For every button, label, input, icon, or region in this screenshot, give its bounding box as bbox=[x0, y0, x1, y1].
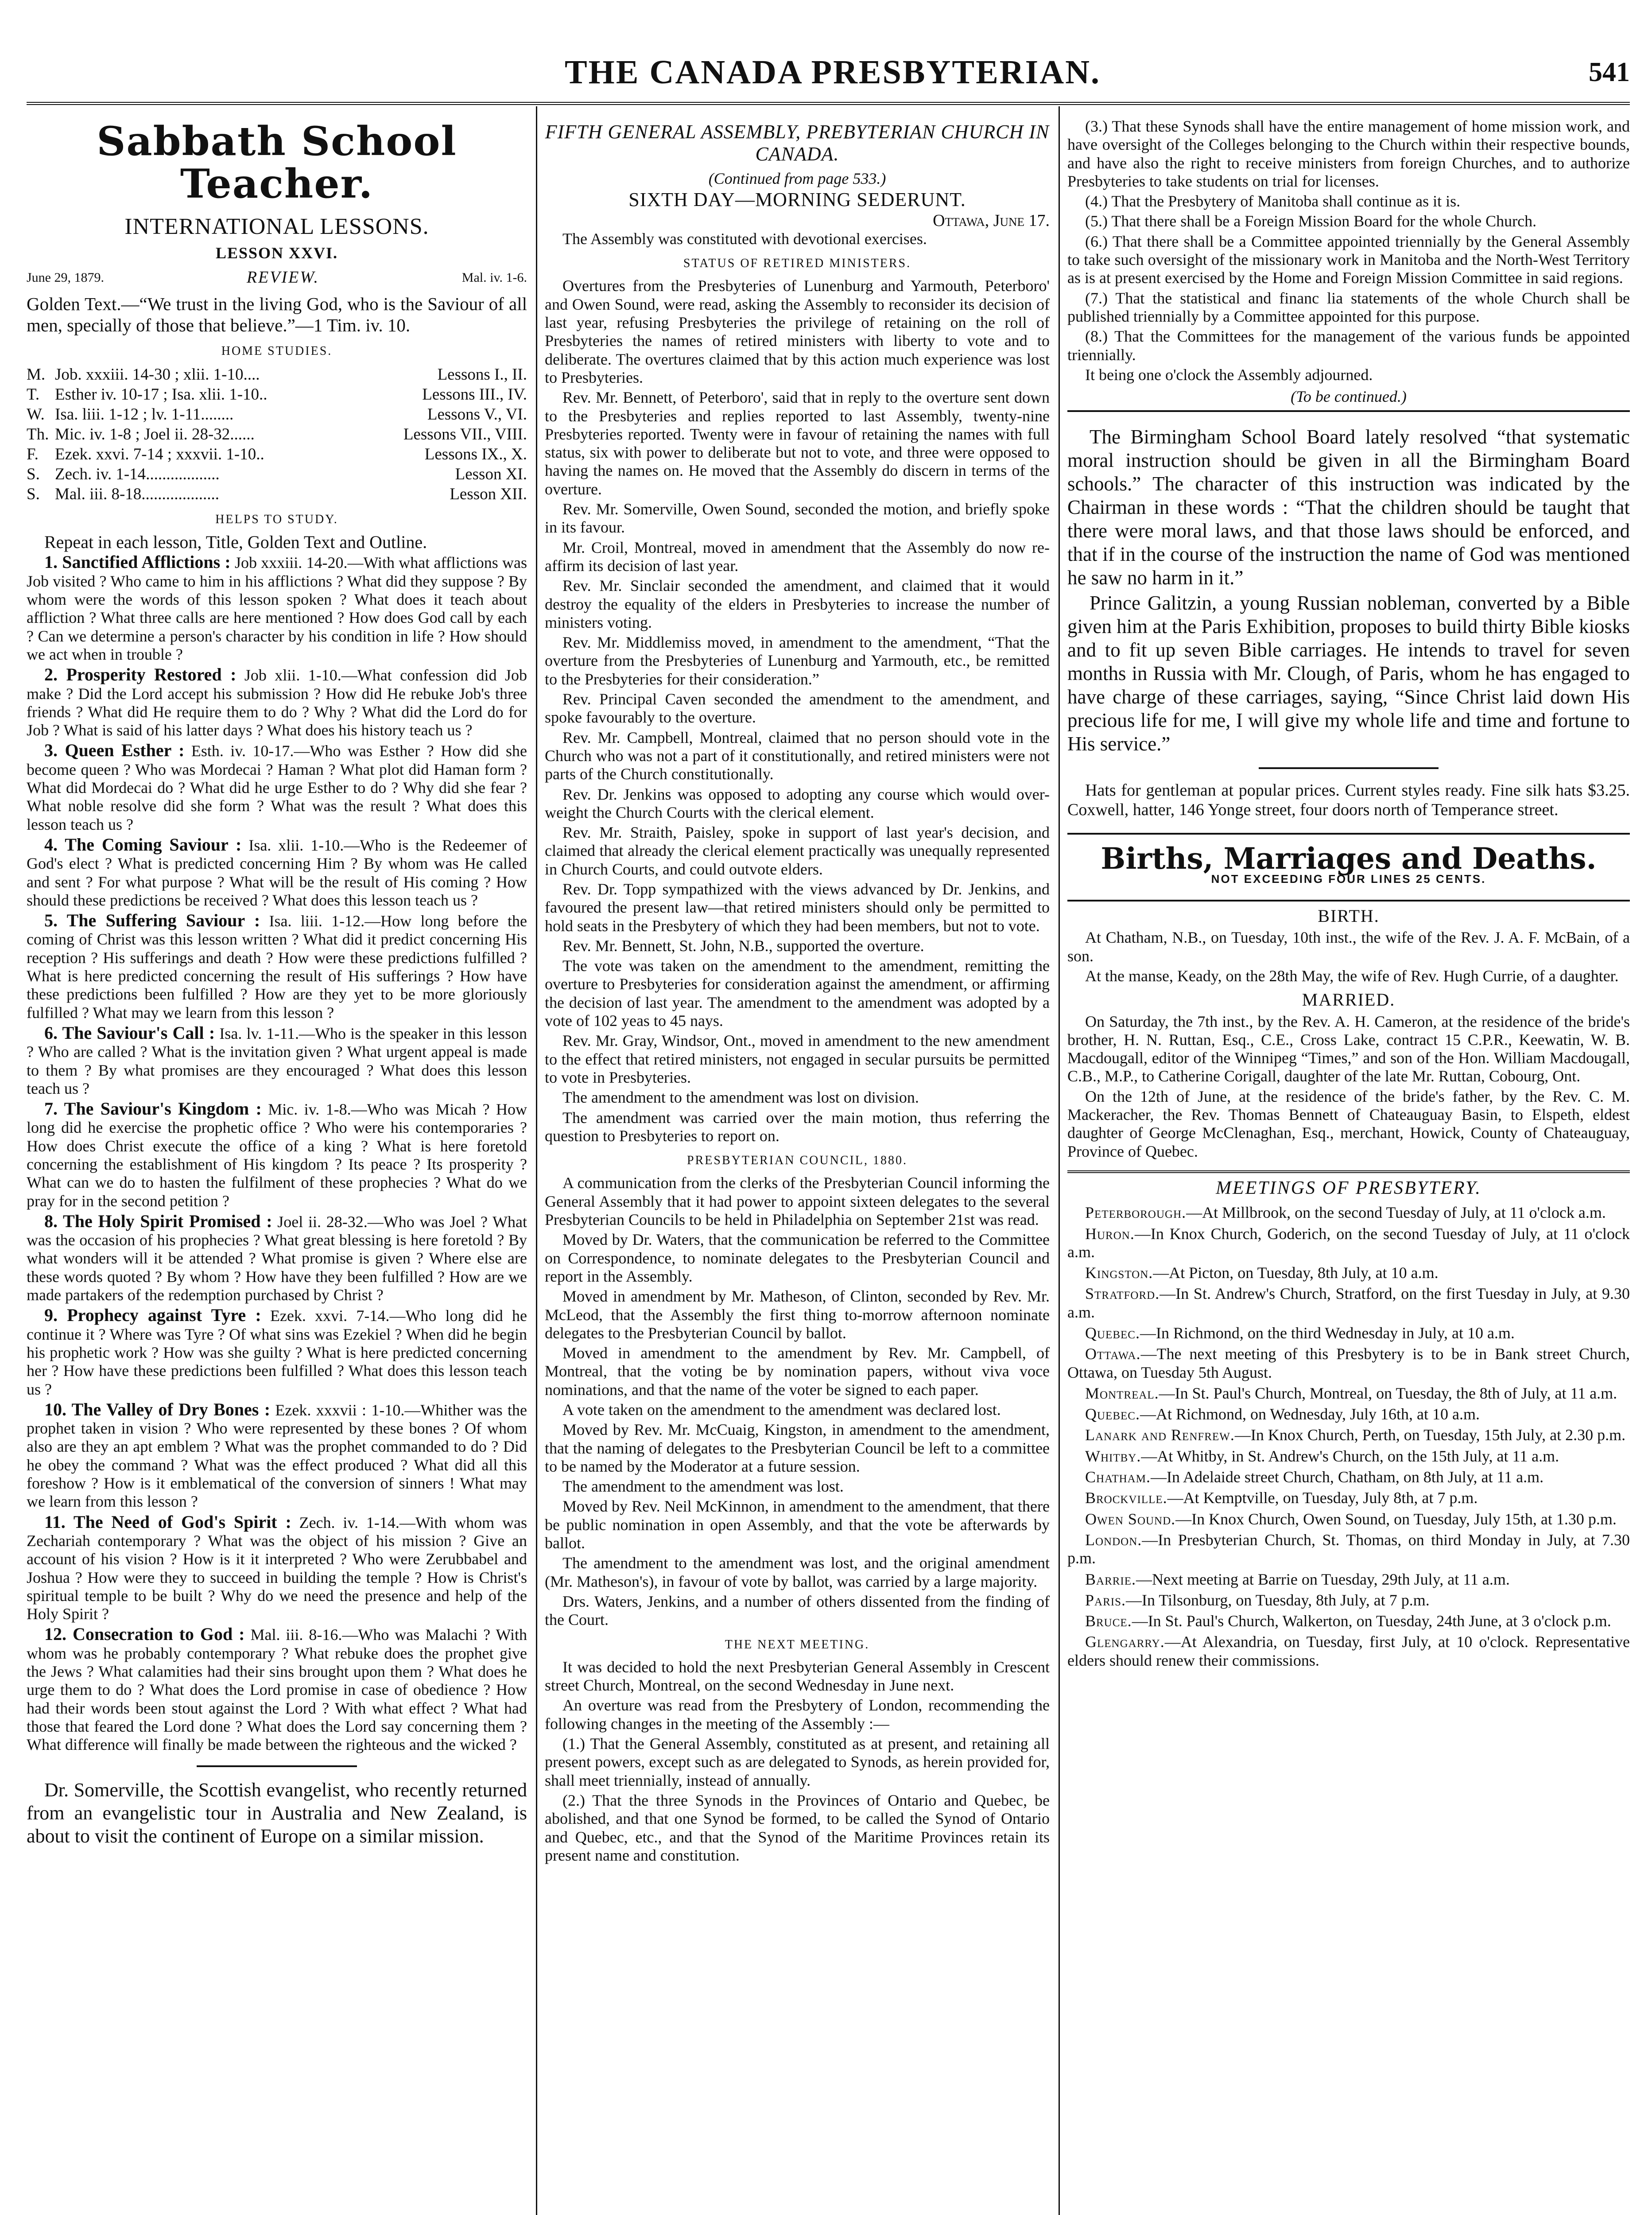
birth-notices bbox=[1067, 929, 1630, 985]
assembly-paragraph: Mr. Croil, Montreal, moved in amendment that the Assembly do now re-affirm its decision of last year. bbox=[545, 538, 1050, 575]
lesson-body: Mal. iii. 8-16.—Who was Malachi ? With whom was he probably contemporary ? What rebuke does the prophet give the Jews ? What calamities had their sins brought upon them ? What does he urge them to do ? What does the Lord promise in case of obedience ? How had their words been stout against the Lord ? With what effect ? What had those that feared the Lord done ? What does the Lord say concerning them ? What difference will finally be made between the righteous and the wicked ? bbox=[27, 1626, 527, 1754]
assembly-paragraph: Overtures from the Presbyteries of Lunenburg and Yarmouth, Peterboro' and Owen Sound, were read, asking the Assembly to reconsider its decision of last year, refusing Presbyteries the privilege of retaining on the roll of Presbyteries the names of retired ministers with liberty to vote and to deliberate. The overtures claimed that by this action much experience was lost to Presbyteries. bbox=[545, 277, 1050, 386]
assembly-paragraph: Rev. Mr. Gray, Windsor, Ont., moved in amendment to the new amendment to the effect that retired ministers, not engaged in secular pursuits be permitted to vote in Presbyteries. bbox=[545, 1032, 1050, 1086]
meeting-notice bbox=[1067, 1570, 1630, 1589]
birth-heading: BIRTH. bbox=[1318, 906, 1380, 926]
lesson-question-paragraph bbox=[27, 1024, 527, 1098]
presbytery-name: London. bbox=[1085, 1531, 1142, 1549]
lesson-heading: 10. The Valley of Dry Bones : bbox=[44, 1399, 271, 1419]
lesson-body: Ezek. xxvi. 7-14.—Who long did he continue it ? Where was Tyre ? Of what sins was Ezekiel ? When did he begin his prophetic work ? How was she guilty ? What is here predicted concerning her ? How have these predictions been fulfilled ? What does this lesson teach us ? bbox=[27, 1307, 527, 1398]
page-number: 541 bbox=[1589, 57, 1630, 87]
council-paragraph: Moved in amendment to the amendment by Rev. Mr. Campbell, of Montreal, that the voting be by nomination papers, without viva voce nominations, and that the name of the voter be signed to each paper. bbox=[545, 1344, 1050, 1399]
assembly-paragraph: The amendment was carried over the main motion, thus referring the question to Presbyteries to report on. bbox=[545, 1108, 1050, 1145]
council-paragraph: Moved by Rev. Neil McKinnon, in amendment to the amendment, that there be public nomination in open Assembly, and that the vote be afterwards by ballot. bbox=[545, 1497, 1050, 1552]
meeting-details: —At Kemptville, on Tuesday, July 8th, at 7 p.m. bbox=[1167, 1489, 1478, 1507]
opening-paragraph: The Assembly was constituted with devotional exercises. bbox=[562, 229, 927, 248]
home-study-refs: Job. xxxiii. 14-30 ; xlii. 1-10.... bbox=[55, 365, 260, 384]
meeting-details: —In Knox Church, Owen Sound, on Tuesday, July 15th, at 1.30 p.m. bbox=[1175, 1510, 1617, 1528]
page-header bbox=[35, 53, 1630, 102]
birmingham-paragraph: The Birmingham School Board lately resolved “that systematic moral instruction should be given in all the Birmingham Board schools.” The character of this instruction was indicated by the Chairman in these words : “That the children should be taught that there were moral laws, and that those laws should be enforced, and that if in the course of the instruction the name of God was mentioned he saw no harm in it.” bbox=[1067, 426, 1630, 589]
council-paragraph: Moved by Rev. Mr. McCuaig, Kingston, in amendment to the amendment, that the naming of delegates to the Presbyterian Council be left to a committee to be named by the Moderator at a future session. bbox=[545, 1421, 1050, 1475]
council-paragraph: A communication from the clerks of the Presbyterian Council informing the General Assembly that it had power to appoint sixteen delegates to the several Presbyterian Councils to be held in Philadelphia on September 21st was read. bbox=[545, 1174, 1050, 1229]
assembly-paragraph: Rev. Mr. Sinclair seconded the amendment, and claimed that it would destroy the equality of the elders in Presbyteries to increase the number of ministers voting. bbox=[545, 577, 1050, 631]
lesson-reference: Mal. iv. 1-6. bbox=[461, 270, 527, 285]
presbytery-name: Lanark and Renfrew. bbox=[1085, 1426, 1235, 1444]
lesson-question-paragraph bbox=[27, 911, 527, 1022]
presbytery-name: Paris. bbox=[1085, 1591, 1126, 1609]
home-study-lessons: Lessons IX., X. bbox=[424, 445, 527, 463]
home-study-day: S. bbox=[27, 485, 40, 503]
marriage-notices bbox=[1067, 1013, 1630, 1161]
dateline: Ottawa, June 17. bbox=[933, 211, 1050, 230]
assembly-paragraph: Rev. Dr. Jenkins was opposed to adopting any course which would over-weight the Church Courts with the clerical element. bbox=[545, 785, 1050, 821]
presbytery-name: Barrie. bbox=[1085, 1570, 1136, 1588]
presbytery-name: Quebec. bbox=[1085, 1405, 1140, 1423]
meeting-notice bbox=[1067, 1345, 1630, 1382]
next-meeting-heading: THE NEXT MEETING. bbox=[725, 1637, 870, 1652]
sederunt-heading: SIXTH DAY—MORNING SEDERUNT. bbox=[628, 189, 966, 211]
lesson-question-paragraph bbox=[27, 553, 527, 664]
lesson-question-paragraph bbox=[27, 1513, 527, 1624]
council-paragraph: Drs. Waters, Jenkins, and a number of others dissented from the finding of the Court. bbox=[545, 1592, 1050, 1629]
meeting-notice bbox=[1067, 1591, 1630, 1609]
home-study-lessons: Lessons I., II. bbox=[437, 365, 527, 384]
lesson-body: Zech. iv. 1-14.—With whom was Zechariah contemporary ? What was the object of his mission ? Give an account of his vision ? How is it it interpreted ? Who were Zerubbabel and Joshua ? How were they to succeed in building the temple ? How is Christ's spiritual temple to be built ? Why do we need the presence and help of the Holy Spirit ? bbox=[27, 1513, 527, 1623]
married-heading: MARRIED. bbox=[1302, 990, 1396, 1010]
presbytery-name: Brockville. bbox=[1085, 1489, 1167, 1507]
next-meeting-paragraph: It was decided to hold the next Presbyterian General Assembly in Crescent street Church, Montreal, on the second Wednesday in June next. bbox=[545, 1658, 1050, 1694]
somerville-note: Dr. Somerville, the Scottish evangelist, who recently returned from an evangelistic tour in Australia and New Zealand, is about to visit the continent of Europe on a similar mission. bbox=[27, 1779, 527, 1847]
lesson-question-paragraph bbox=[27, 741, 527, 833]
meeting-notice bbox=[1067, 1384, 1630, 1403]
lesson-heading: 7. The Saviour's Kingdom : bbox=[44, 1099, 262, 1119]
assembly-paragraph: Rev. Mr. Somerville, Owen Sound, seconded the motion, and briefly spoke in its favour. bbox=[545, 500, 1050, 536]
column-misc bbox=[1067, 117, 1630, 2215]
meeting-details: —At Picton, on Tuesday, 8th July, at 10 a.m. bbox=[1153, 1264, 1439, 1282]
lesson-body: Mic. iv. 1-8.—Who was Micah ? How long did he exercise the prophetic office ? Who were his contemporaries ? How does Christ execute the office of a king ? What is here foretold concerning the establishment of His kingdom ? Its peace ? Its prosperity ? What can we do to hasten the fulfilment of these prophecies ? What do we pray for in the second petition ? bbox=[27, 1100, 527, 1210]
lesson-heading: 9. Prophecy against Tyre : bbox=[44, 1305, 261, 1325]
golden-text: Golden Text.—“We trust in the living God, who is the Saviour of all men, specially of those that believe.”—1 Tim. iv. 10. bbox=[27, 293, 527, 335]
overture-paragraph: (4.) That the Presbytery of Manitoba shall continue as it is. bbox=[1085, 192, 1461, 210]
home-study-lessons: Lesson XII. bbox=[450, 485, 527, 503]
meeting-notice bbox=[1067, 1510, 1630, 1528]
overture-continued bbox=[1067, 117, 1630, 384]
presbytery-name: Chatham. bbox=[1085, 1468, 1151, 1486]
home-studies-list bbox=[27, 365, 527, 504]
assembly-paragraph: The vote was taken on the amendment to the amendment, remitting the overture to Presbyteries for consideration against the amendment, or affirming the decision of last year. The amendment to the amendment was adopted by a vote of 102 yeas to 45 nays. bbox=[545, 957, 1050, 1030]
lesson-heading: 2. Prosperity Restored : bbox=[44, 664, 237, 685]
assembly-paragraph: Rev. Dr. Topp sympathized with the views advanced by Dr. Jenkins, and favoured the present law—that retired ministers should only be permitted to hold seats in the Presbytery of which they had been members, but not to vote. bbox=[545, 880, 1050, 935]
meeting-details: —In Tilsonburg, on Tuesday, 8th July, at 7 p.m. bbox=[1125, 1591, 1430, 1609]
meeting-notice bbox=[1067, 1531, 1630, 1568]
meetings-heading: MEETINGS OF PRESBYTERY. bbox=[1216, 1177, 1481, 1198]
home-study-refs: Mic. iv. 1-8 ; Joel ii. 28-32...... bbox=[55, 425, 255, 443]
presbytery-name: Huron. bbox=[1085, 1224, 1135, 1243]
meeting-notice bbox=[1067, 1447, 1630, 1465]
home-study-row bbox=[27, 365, 527, 385]
hats-advertisement: Hats for gentleman at popular prices. Current styles ready. Fine silk hats $3.25. Coxwell, hatter, 146 Yonge street, four doors north of Temperance street. bbox=[1067, 781, 1630, 820]
assembly-paragraph: Rev. Mr. Bennett, St. John, N.B., supported the overture. bbox=[562, 937, 924, 955]
lesson-question-paragraph bbox=[27, 1212, 527, 1304]
presbytery-name: Kingston. bbox=[1085, 1264, 1153, 1282]
divider bbox=[1067, 1170, 1630, 1173]
home-study-day: T. bbox=[27, 385, 40, 404]
presbytery-name: Montreal. bbox=[1085, 1384, 1159, 1402]
lesson-question-paragraph bbox=[27, 1625, 527, 1754]
lesson-heading: 6. The Saviour's Call : bbox=[44, 1022, 215, 1043]
section-title: Sabbath School Teacher. bbox=[97, 118, 457, 207]
meeting-details: —At Whitby, in St. Andrew's Church, on the 15th July, at 11 a.m. bbox=[1141, 1447, 1559, 1465]
presbytery-name: Owen Sound. bbox=[1085, 1510, 1176, 1528]
meeting-details: —In St. Paul's Church, Walkerton, on Tuesday, 24th June, at 3 o'clock p.m. bbox=[1132, 1612, 1611, 1630]
home-study-lessons: Lessons III., IV. bbox=[422, 385, 527, 404]
overture-paragraph: (6.) That there shall be a Committee appointed triennially by the General Assembly to take such oversight of the missionary work in Manitoba and the North-West Territory as is at present exercised by the Home and Foreign Mission Committee in said regions. bbox=[1067, 232, 1630, 287]
bmd-box bbox=[1067, 833, 1630, 902]
lesson-heading: 8. The Holy Spirit Promised : bbox=[44, 1211, 272, 1231]
lesson-body: Job xlii. 1-10.—What confession did Job make ? Did the Lord accept his submission ? How did He rebuke Job's three friends ? What did He require them to do ? Why ? What did the Lord do for Job ? What is said of his latter days ? What does his history teach us ? bbox=[27, 666, 527, 739]
meeting-details: —In Richmond, on the third Wednesday in July, at 10 a.m. bbox=[1140, 1324, 1515, 1342]
lesson-body: Ezek. xxxvii : 1-10.—Whither was the prophet taken in vision ? Who were represented by these bones ? Of whom also are they an apt emblem ? What was the prophet commanded to do ? Did he obey the command ? What was the effect produced ? What did all this foreshow ? How is it emblematical of the conversion of sinners ! What may we learn from this lesson ? bbox=[27, 1401, 527, 1511]
lesson-body: Job xxxiii. 14-20.—With what afflictions was Job visited ? Who came to him in his afflictions ? What did they suppose ? By whom were the words of this lesson spoken ? What does it teach about affliction ? What three calls are here mentioned ? How does God call by each ? Can we determine a person's character by his condition in life ? How should we act when in trouble ? bbox=[27, 554, 527, 663]
home-study-refs: Esther iv. 10-17 ; Isa. xlii. 1-10.. bbox=[55, 385, 268, 404]
galitzin-paragraph: Prince Galitzin, a young Russian nobleman, converted by a Bible given him at the Paris Exhibition, proposes to build thirty Bible kiosks and to fit up seven Bible carriages. He intends to travel for seven months in Russia with Mr. Clough, of Paris, whom he has engaged to have charge of these carriages, saying, “Since Christ laid down His precious life for me, I will give my whole life and time and fortune to His service.” bbox=[1067, 592, 1630, 755]
meetings-list bbox=[1067, 1204, 1630, 1670]
repeat-instruction: Repeat in each lesson, Title, Golden Text and Outline. bbox=[44, 532, 427, 552]
lesson-date: June 29, 1879. bbox=[27, 270, 104, 285]
next-meeting-paragraph: (1.) That the General Assembly, constituted as at present, and retaining all present powers, except such as are delegated to Synods, as herein provided for, shall meet triennially, instead of annually. bbox=[545, 1735, 1050, 1789]
assembly-paragraph: Rev. Mr. Straith, Paisley, spoke in support of last year's decision, and claimed that already the clerical element practically was unequally represented in Church Courts, and could outvote elders. bbox=[545, 824, 1050, 878]
meeting-notice bbox=[1067, 1468, 1630, 1486]
council-paragraph: Moved by Dr. Waters, that the communication be referred to the Committee on Correspondence, to nominate delegates to the Presbyterian Council and report in the Assembly. bbox=[545, 1231, 1050, 1285]
home-study-day: M. bbox=[27, 365, 46, 384]
assembly-paragraph: Rev. Mr. Campbell, Montreal, claimed that no person should vote in the Church who was not a part of it constitutionally, and retired ministers were not parts of the Church constitutionally. bbox=[545, 728, 1050, 783]
council-heading: PRESBYTERIAN COUNCIL, 1880. bbox=[687, 1154, 907, 1168]
meeting-notice bbox=[1067, 1612, 1630, 1630]
overture-paragraph: (8.) That the Committees for the management of the various funds be appointed triennially. bbox=[1067, 327, 1630, 364]
next-meeting-body bbox=[545, 1658, 1050, 1865]
assembly-paragraph: The amendment to the amendment was lost on division. bbox=[562, 1088, 919, 1107]
newspaper-title: THE CANADA PRESBYTERIAN. bbox=[564, 54, 1101, 91]
continued-note: (Continued from page 533.) bbox=[708, 170, 886, 187]
meeting-details: —In St. Paul's Church, Montreal, on Tuesday, the 8th of July, at 11 a.m. bbox=[1159, 1384, 1617, 1402]
retired-ministers-heading: STATUS OF RETIRED MINISTERS. bbox=[683, 256, 911, 271]
divider bbox=[1259, 767, 1439, 769]
home-study-refs: Isa. liii. 1-12 ; lv. 1-11........ bbox=[55, 405, 234, 424]
home-study-day: W. bbox=[27, 405, 45, 424]
meeting-details: —At Millbrook, on the second Tuesday of July, at 11 o'clock a.m. bbox=[1186, 1204, 1606, 1222]
assembly-paragraph: Rev. Principal Caven seconded the amendment to the amendment, and spoke favourably to the overture. bbox=[545, 690, 1050, 727]
lesson-heading: 5. The Suffering Saviour : bbox=[44, 910, 260, 931]
lesson-question-paragraph bbox=[27, 1306, 527, 1398]
home-study-day: Th. bbox=[27, 425, 49, 443]
lesson-heading: 11. The Need of God's Spirit : bbox=[44, 1512, 291, 1532]
meeting-details: —In St. Andrew's Church, Stratford, on the first Tuesday in July, at 9.30 a.m. bbox=[1067, 1285, 1630, 1321]
meeting-notice bbox=[1067, 1489, 1630, 1507]
home-study-row bbox=[27, 484, 527, 504]
birth-notice: At Chatham, N.B., on Tuesday, 10th inst., the wife of the Rev. J. A. F. McBain, of a son. bbox=[1067, 929, 1630, 965]
lesson-meta bbox=[27, 268, 527, 287]
marriage-notice: On Saturday, the 7th inst., by the Rev. A. H. Cameron, at the residence of the bride's brother, H. N. Ruttan, Esq., C.E., Cross Lake, contract 15 C.P.R., Keewatin, W. B. Macdougall, editor of the Winnipeg “Times,” and son of the Hon. William Macdougall, C.B., M.P., to Catherine Corigall, daughter of the late Mr. Ruttan, Cobourg, Ont. bbox=[1067, 1012, 1630, 1085]
meeting-notice bbox=[1067, 1285, 1630, 1321]
lesson-number: LESSON XXVI. bbox=[215, 244, 338, 262]
home-study-row bbox=[27, 385, 527, 404]
lesson-question-paragraph bbox=[27, 1100, 527, 1210]
meeting-details: —In Knox Church, Goderich, on the second Tuesday of July, at 11 o'clock a.m. bbox=[1067, 1224, 1630, 1261]
council-paragraph: A vote taken on the amendment to the amendment was declared lost. bbox=[562, 1401, 1001, 1418]
next-meeting-paragraph: An overture was read from the Presbytery of London, recommending the following changes in the meeting of the Assembly :— bbox=[545, 1696, 1050, 1733]
divider bbox=[197, 1765, 357, 1767]
lesson-questions bbox=[27, 553, 527, 1754]
council-paragraph: Moved in amendment by Mr. Matheson, of Clinton, seconded by Rev. Mr. McLeod, that the Assembly the first thing to-morrow afternoon nominate delegates to the Presbyterian Council by ballot. bbox=[545, 1287, 1050, 1342]
meeting-details: —In Knox Church, Perth, on Tuesday, 15th July, at 2.30 p.m. bbox=[1234, 1426, 1626, 1444]
to-be-continued: (To be continued.) bbox=[1291, 388, 1407, 406]
home-study-lessons: Lessons V., VI. bbox=[427, 405, 527, 424]
header-rule bbox=[27, 102, 1630, 105]
lesson-question-paragraph bbox=[27, 835, 527, 909]
assembly-title: FIFTH GENERAL ASSEMBLY, PREBYTERIAN CHURCH IN CANADA. bbox=[545, 121, 1050, 165]
news-items bbox=[1067, 425, 1630, 756]
meeting-notice bbox=[1067, 1426, 1630, 1444]
helps-title: HELPS TO STUDY. bbox=[215, 512, 338, 526]
assembly-paragraph: Rev. Mr. Middlemiss moved, in amendment to the amendment, “That the overture from the Presbyteries of Lunenburg and Yarmouth, etc., be remitted to the Presbyteries for their consideration.” bbox=[545, 633, 1050, 688]
meeting-details: —The next meeting of this Presbytery is to be in Bank street Church, Ottawa, on Tuesday 5th August. bbox=[1067, 1345, 1630, 1381]
home-study-refs: Zech. iv. 1-14.................. bbox=[55, 465, 220, 483]
lesson-heading: 4. The Coming Saviour : bbox=[44, 834, 242, 855]
divider bbox=[1067, 410, 1630, 412]
home-study-lessons: Lessons VII., VIII. bbox=[403, 425, 527, 443]
presbytery-name: Quebec. bbox=[1085, 1324, 1140, 1342]
lesson-body: Joel ii. 28-32.—Who was Joel ? What was the occasion of his prophecies ? What great blessing is here foretold ? By what wonders will it be attended ? What promise is given ? Where else are these words quoted ? By whom ? How have they been fulfilled ? How are we made partakers of the redemption purchased by Christ ? bbox=[27, 1212, 527, 1304]
meeting-notice bbox=[1067, 1633, 1630, 1670]
next-meeting-paragraph: (2.) That the three Synods in the Provinces of Ontario and Quebec, be abolished, and that one Synod be formed, to be called the Synod of Ontario and Quebec, etc., and that the Synod of the Maritime Provinces retain its present name and constitution. bbox=[545, 1791, 1050, 1864]
overture-paragraph: (7.) That the statistical and financ lia statements of the whole Church shall be published triennially by a Committee appointed for this purpose. bbox=[1067, 289, 1630, 325]
council-paragraph: The amendment to the amendment was lost. bbox=[562, 1477, 844, 1496]
presbytery-name: Ottawa. bbox=[1085, 1345, 1141, 1363]
meeting-notice bbox=[1067, 1225, 1630, 1262]
column-sabbath-school bbox=[27, 117, 527, 2215]
lesson-body: Isa. liii. 1-12.—How long before the coming of Christ was this lesson written ? What did it predict concerning His reception ? His sufferings and death ? How were these predictions fulfilled ? What is here predicted concerning the result of His sufferings ? How have these predictions been fulfilled ? How are they yet to be more gloriously fulfilled ? What may we learn from this lesson ? bbox=[27, 912, 527, 1022]
presbytery-name: Whitby. bbox=[1085, 1447, 1141, 1465]
home-study-row bbox=[27, 464, 527, 484]
home-study-refs: Ezek. xxvi. 7-14 ; xxxvii. 1-10.. bbox=[55, 445, 264, 463]
column-divider-2 bbox=[1059, 106, 1060, 2215]
home-studies-title: HOME STUDIES. bbox=[221, 344, 333, 358]
home-study-day: S. bbox=[27, 465, 40, 483]
meeting-notice bbox=[1067, 1204, 1630, 1222]
home-study-lessons: Lesson XI. bbox=[455, 465, 527, 483]
overture-paragraph: (3.) That these Synods shall have the entire management of home mission work, and have oversight of the Colleges belonging to the Church within their respective bounds, and have also the right to receive ministers from foreign Churches, and to authorize Presbyteries to take students on trial for licenses. bbox=[1067, 117, 1630, 190]
meeting-notice bbox=[1067, 1264, 1630, 1282]
lesson-heading: 1. Sanctified Afflictions : bbox=[44, 552, 231, 572]
meeting-notice bbox=[1067, 1405, 1630, 1423]
bmd-title: Births, Marriages and Deaths. bbox=[1101, 841, 1597, 876]
lesson-question-paragraph bbox=[27, 1400, 527, 1511]
marriage-notice: On the 12th of June, at the residence of the bride's father, by the Rev. C. M. Mackeracher, the Rev. Thomas Bennett of Chateauguay Basin, to Elspeth, eldest daughter of George McClenaghan, Esq., merchant, Howick, County of Chateauguay, Province of Quebec. bbox=[1067, 1087, 1630, 1160]
assembly-paragraph: Rev. Mr. Bennett, of Peterboro', said that in reply to the overture sent down to the Presbyteries and replies reported to last Assembly, twenty-nine Presbyteries reported. Twenty were in favour of retaining the names with full status, six with power to deliberate but not to vote, and three were opposed to having the names on. He moved that the Assembly do discern in terms of the overture. bbox=[545, 389, 1050, 498]
lesson-question-paragraph bbox=[27, 665, 527, 739]
meeting-notice bbox=[1067, 1324, 1630, 1342]
presbytery-name: Bruce. bbox=[1085, 1612, 1132, 1630]
lesson-body: Isa. lv. 1-11.—Who is the speaker in this lesson ? Who are called ? What is the invitation given ? What urgent appeal is made to them ? By what promises are they encouraged ? What does this lesson teach us ? bbox=[27, 1024, 527, 1097]
home-study-day: F. bbox=[27, 445, 39, 463]
lesson-body: Esth. iv. 10-17.—Who was Esther ? How did she become queen ? Who was Mordecai ? Haman ? What plot did Haman form ? What did Mordecai do ? What did he urge Esther to do ? Why did she fear ? What noble resolve did she form ? What was the result ? What does this lesson teach us ? bbox=[27, 742, 527, 833]
meeting-details: —At Richmond, on Wednesday, July 16th, at 10 a.m. bbox=[1140, 1405, 1480, 1423]
presbytery-name: Glengarry. bbox=[1085, 1633, 1165, 1651]
overture-paragraph: (5.) That there shall be a Foreign Mission Board for the whole Church. bbox=[1085, 212, 1537, 230]
lesson-body: Isa. xlii. 1-10.—Who is the Redeemer of God's elect ? What is predicted concerning Him ? By whom was He called and sent ? For what purpose ? What will be the result of His coming ? How should these predictions be received ? What does this lesson teach us ? bbox=[27, 836, 527, 909]
home-study-row bbox=[27, 404, 527, 424]
international-lessons-title: INTERNATIONAL LESSONS. bbox=[124, 214, 429, 239]
meeting-details: —In Presbyterian Church, St. Thomas, on third Monday in July, at 7.30 p.m. bbox=[1067, 1531, 1630, 1567]
overture-paragraph: It being one o'clock the Assembly adjourned. bbox=[1085, 365, 1373, 384]
lesson-subject: REVIEW. bbox=[246, 268, 319, 287]
presbytery-name: Peterborough. bbox=[1085, 1204, 1187, 1222]
presbytery-name: Stratford. bbox=[1085, 1285, 1160, 1303]
home-study-row bbox=[27, 444, 527, 464]
home-study-row bbox=[27, 424, 527, 444]
meeting-details: —In Adelaide street Church, Chatham, on 8th July, at 11 a.m. bbox=[1150, 1468, 1544, 1486]
retired-ministers-body bbox=[545, 277, 1050, 1145]
lesson-heading: 12. Consecration to God : bbox=[44, 1624, 245, 1644]
bmd-subtitle: NOT EXCEEDING FOUR LINES 25 CENTS. bbox=[1211, 872, 1486, 886]
council-body bbox=[545, 1174, 1050, 1629]
council-paragraph: The amendment to the amendment was lost, and the original amendment (Mr. Matheson's), in favour of vote by ballot, was carried by a large majority. bbox=[545, 1554, 1050, 1590]
birth-notice: At the manse, Keady, on the 28th May, the wife of Rev. Hugh Currie, of a daughter. bbox=[1085, 967, 1619, 985]
meeting-details: —At Alexandria, on Tuesday, first July, at 10 o'clock. Representative elders should renew their commissions. bbox=[1067, 1633, 1630, 1669]
meeting-details: —Next meeting at Barrie on Tuesday, 29th July, at 11 a.m. bbox=[1136, 1570, 1510, 1588]
column-divider-1 bbox=[536, 106, 537, 2215]
column-general-assembly bbox=[545, 117, 1050, 2215]
home-study-refs: Mal. iii. 8-18................... bbox=[55, 485, 220, 503]
lesson-heading: 3. Queen Esther : bbox=[44, 740, 185, 761]
